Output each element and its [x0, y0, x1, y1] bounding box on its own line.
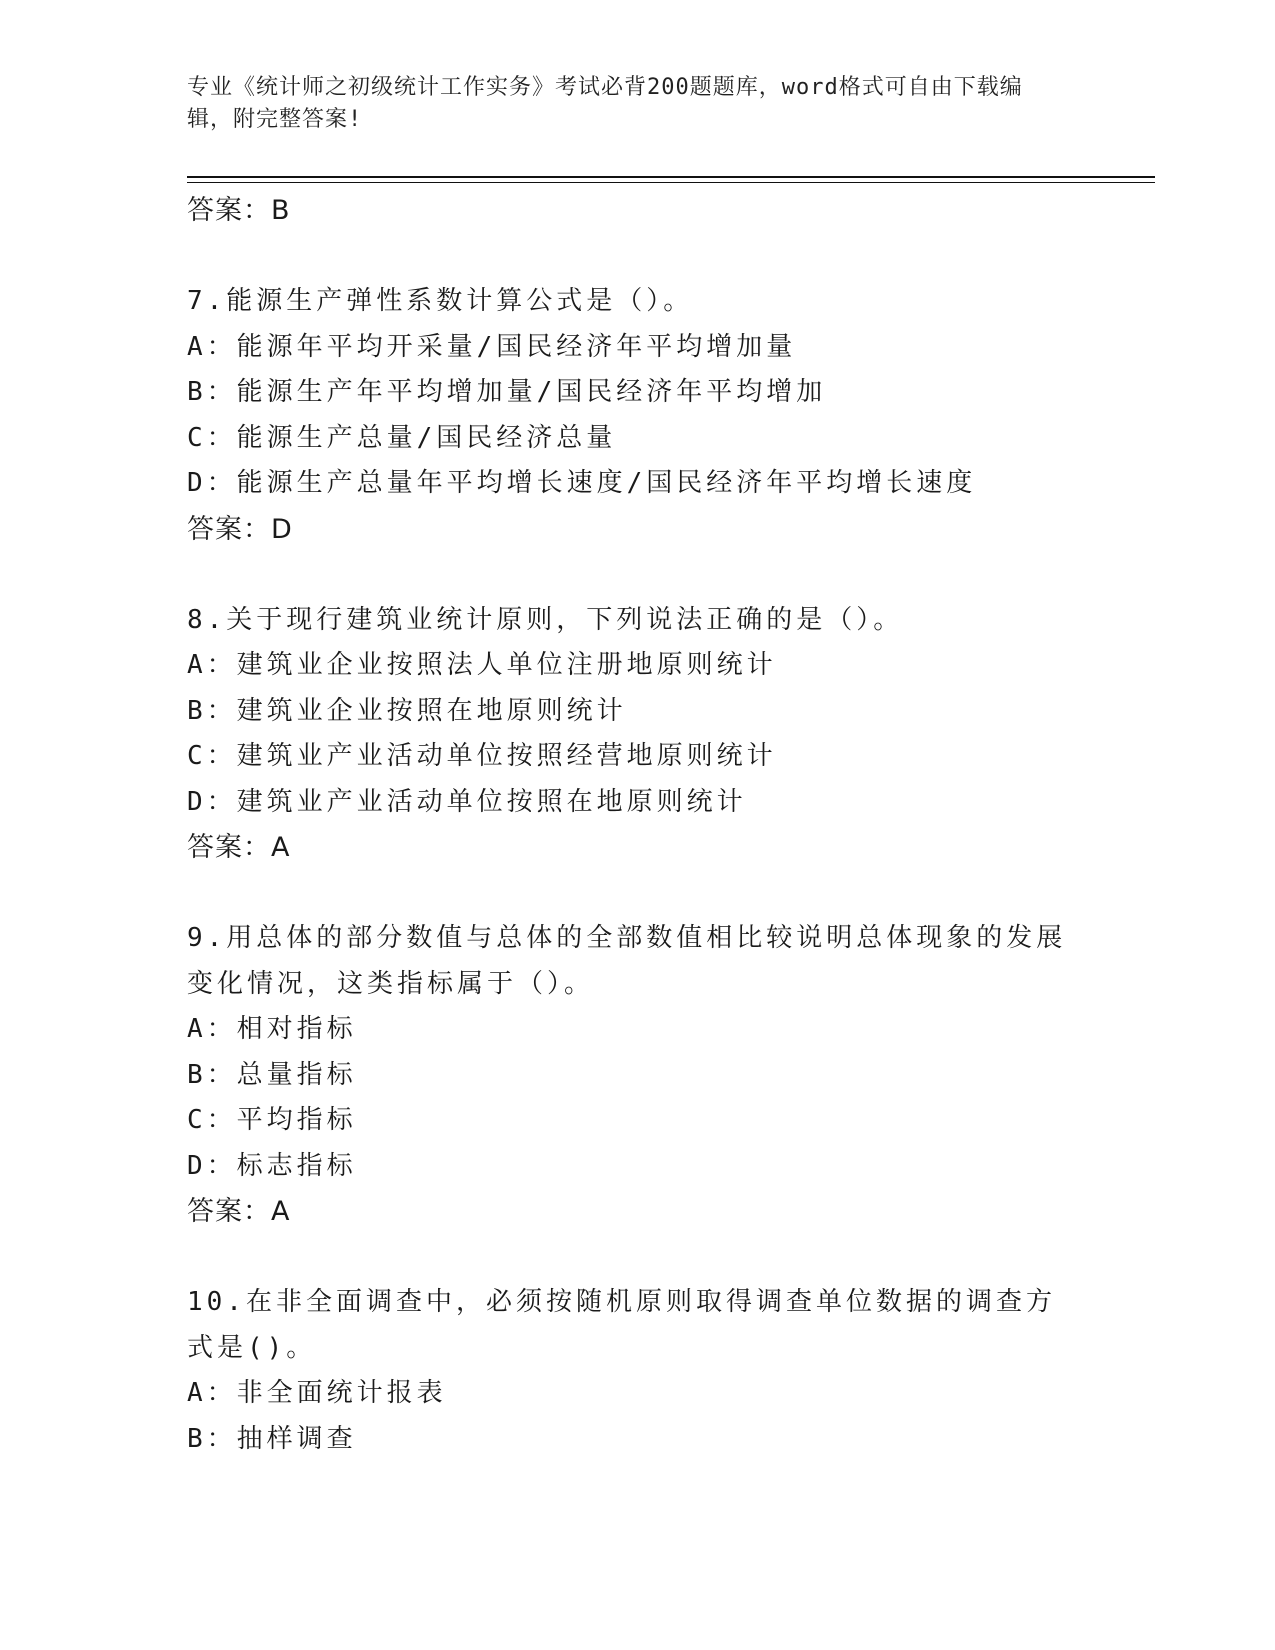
option-a: A：相对指标: [187, 1014, 357, 1044]
question-9: [187, 916, 1087, 1235]
header-rule-thick: [187, 176, 1155, 178]
option-d: D：能源生产总量年平均增长速度/国民经济年平均增长速度: [187, 468, 977, 498]
answer-line: 答案：A: [187, 1196, 291, 1227]
option-a: A：建筑业企业按照法人单位注册地原则统计: [187, 650, 777, 680]
question-7: [187, 279, 1087, 552]
spacer: [187, 871, 1087, 917]
option-a: A：非全面统计报表: [187, 1378, 447, 1408]
option-b: B：抽样调查: [187, 1423, 357, 1454]
option-a: A：能源年平均开采量/国民经济年平均增加量: [187, 331, 797, 362]
question-10: [187, 1280, 1087, 1462]
option-d: D：标志指标: [187, 1150, 357, 1181]
answer-line: 答案：B: [187, 195, 291, 226]
option-d: D：建筑业产业活动单位按照在地原则统计: [187, 786, 747, 817]
question-stem: 7.能源生产弹性系数计算公式是（）。: [187, 286, 694, 316]
answer-line: 答案：A: [187, 832, 291, 863]
option-c: C：平均指标: [187, 1105, 357, 1135]
spacer: [187, 234, 1087, 280]
spacer: [187, 552, 1087, 598]
document-header: 专业《统计师之初级统计工作实务》考试必背200题题库，word格式可自由下载编辑，附完整答案!: [187, 75, 1023, 132]
option-b: B：能源生产年平均增加量/国民经济年平均增加: [187, 377, 827, 407]
question-stem: 8.关于现行建筑业统计原则，下列说法正确的是（）。: [187, 604, 904, 635]
question-8: [187, 598, 1087, 871]
answer-line: 答案：D: [187, 513, 293, 545]
option-c: C：建筑业产业活动单位按照经营地原则统计: [187, 741, 777, 771]
question-stem: 9.用总体的部分数值与总体的全部数值相比较说明总体现象的发展变化情况，这类指标属于（）。: [187, 923, 1067, 999]
option-c: C：能源生产总量/国民经济总量: [187, 422, 617, 453]
document-content: [187, 188, 1087, 1462]
header-rule-thin: [187, 182, 1155, 183]
spacer: [187, 1235, 1087, 1281]
option-b: B：总量指标: [187, 1059, 357, 1090]
question-stem: 10.在非全面调查中，必须按随机原则取得调查单位数据的调查方式是()。: [187, 1287, 1056, 1363]
option-b: B：建筑业企业按照在地原则统计: [187, 695, 627, 726]
